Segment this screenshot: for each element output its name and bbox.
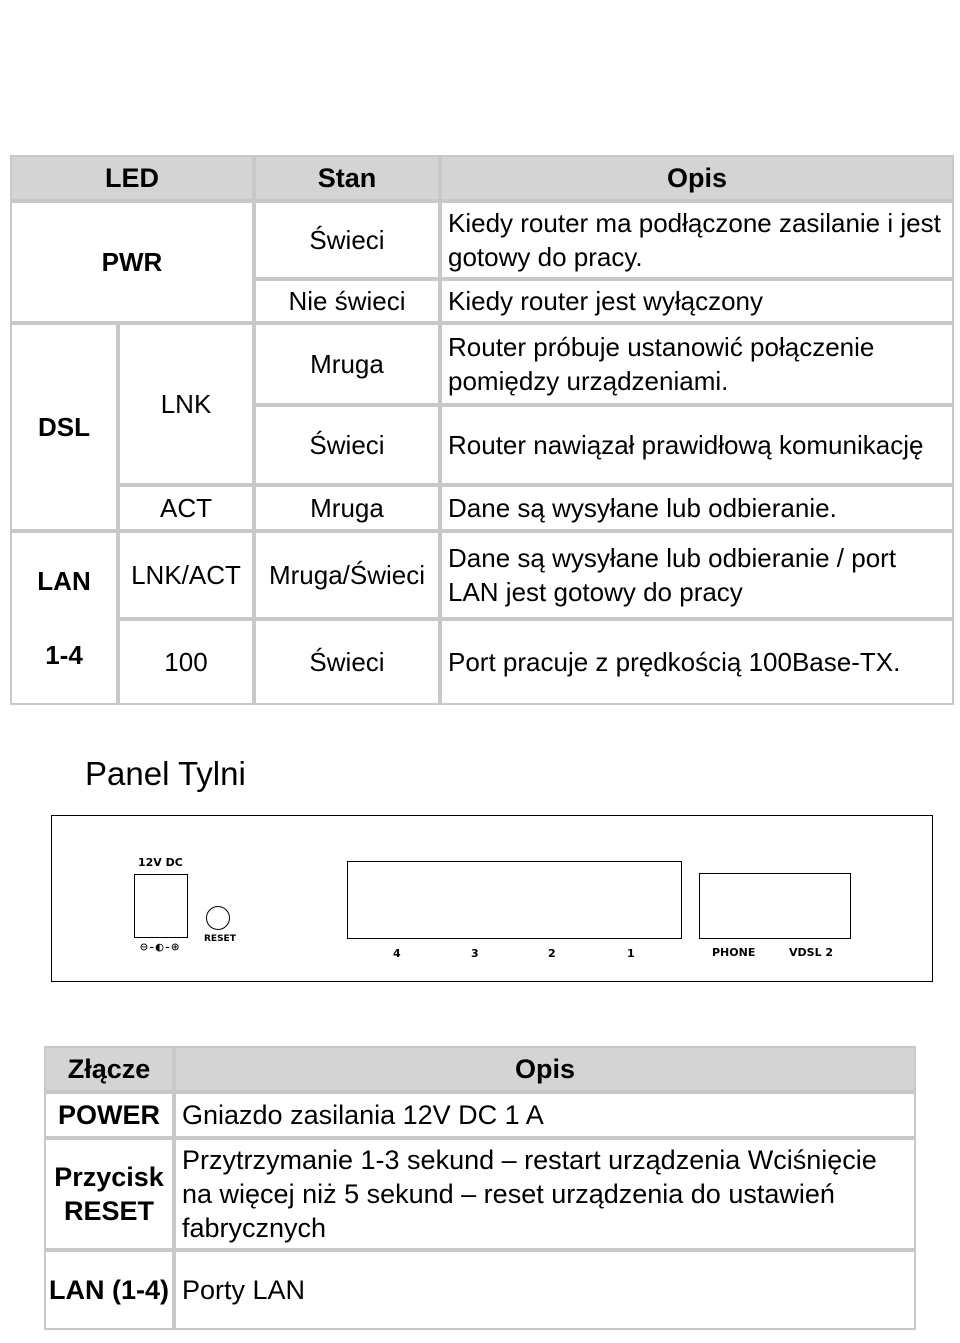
led-dsl: DSL [10, 323, 118, 531]
conn-reset-desc: Przytrzymanie 1-3 sekund – restart urządzenia Wciśnięcie na więcej niż 5 sekund – reset urządzenia do ustawień fabrycznych [174, 1138, 916, 1250]
reset-label: RESET [204, 934, 236, 944]
led-lan-label: LAN [37, 566, 91, 596]
conn-power: POWER [44, 1092, 174, 1138]
header-description: Opis [174, 1046, 916, 1092]
dsl-lnk-desc-blink: Router próbuje ustanowić połączenie pomiędzy urządzeniami. [440, 323, 954, 405]
dc-label: 12V DC [138, 856, 183, 869]
dsl-act-desc: Dane są wysyłane lub odbieranie. [440, 485, 954, 531]
connector-table [44, 1046, 916, 1330]
header-connector: Złącze [44, 1046, 174, 1092]
lan-100-desc: Port pracuje z prędkością 100Base-TX. [440, 619, 954, 705]
header-state: Stan [254, 155, 440, 201]
lan-port-3-label: 3 [471, 947, 479, 960]
led-lan-100: 100 [118, 619, 254, 705]
lan-lnkact-desc: Dane są wysyłane lub odbieranie / port LAN jest gotowy do pracy [440, 531, 954, 619]
rear-panel-diagram [51, 815, 933, 982]
led-lan-lnkact: LNK/ACT [118, 531, 254, 619]
led-dsl-act: ACT [118, 485, 254, 531]
dsl-lnk-state-blink: Mruga [254, 323, 440, 405]
lan-port-1-label: 1 [627, 947, 635, 960]
lan-port-4-label: 4 [393, 947, 401, 960]
phone-label: PHONE [712, 946, 756, 959]
lan-lnkact-state: Mruga/Świeci [254, 531, 440, 619]
pwr-state-on: Świeci [254, 201, 440, 279]
pwr-state-off: Nie świeci [254, 279, 440, 323]
dc-jack [134, 874, 188, 938]
pwr-desc-on: Kiedy router ma podłączone zasilanie i jest gotowy do pracy. [440, 201, 954, 279]
vdsl-label: VDSL 2 [789, 946, 834, 959]
header-desc: Opis [440, 155, 954, 201]
led-lan [10, 531, 118, 705]
conn-lan-desc: Porty LAN [174, 1250, 916, 1330]
phone-vdsl-block [699, 873, 851, 939]
polarity-icon: ⊖-◐-⊕ [140, 940, 180, 955]
led-lan-range: 1-4 [45, 640, 83, 670]
header-led: LED [10, 155, 254, 201]
lan-port-2-label: 2 [548, 947, 556, 960]
conn-lan: LAN (1-4) [44, 1250, 174, 1330]
reset-button[interactable] [206, 906, 230, 930]
pwr-desc-off: Kiedy router jest wyłączony [440, 279, 954, 323]
dsl-act-state: Mruga [254, 485, 440, 531]
led-table [10, 155, 954, 705]
conn-reset: Przycisk RESET [44, 1138, 174, 1250]
rear-panel-title: Panel Tylni [85, 755, 246, 792]
dsl-lnk-state-on: Świeci [254, 405, 440, 485]
led-pwr: PWR [10, 201, 254, 323]
dsl-lnk-desc-on: Router nawiązał prawidłową komunikację [440, 405, 954, 485]
lan-100-state: Świeci [254, 619, 440, 705]
lan-ports-block [347, 861, 682, 939]
conn-power-desc: Gniazdo zasilania 12V DC 1 A [174, 1092, 916, 1138]
led-dsl-lnk: LNK [118, 323, 254, 485]
